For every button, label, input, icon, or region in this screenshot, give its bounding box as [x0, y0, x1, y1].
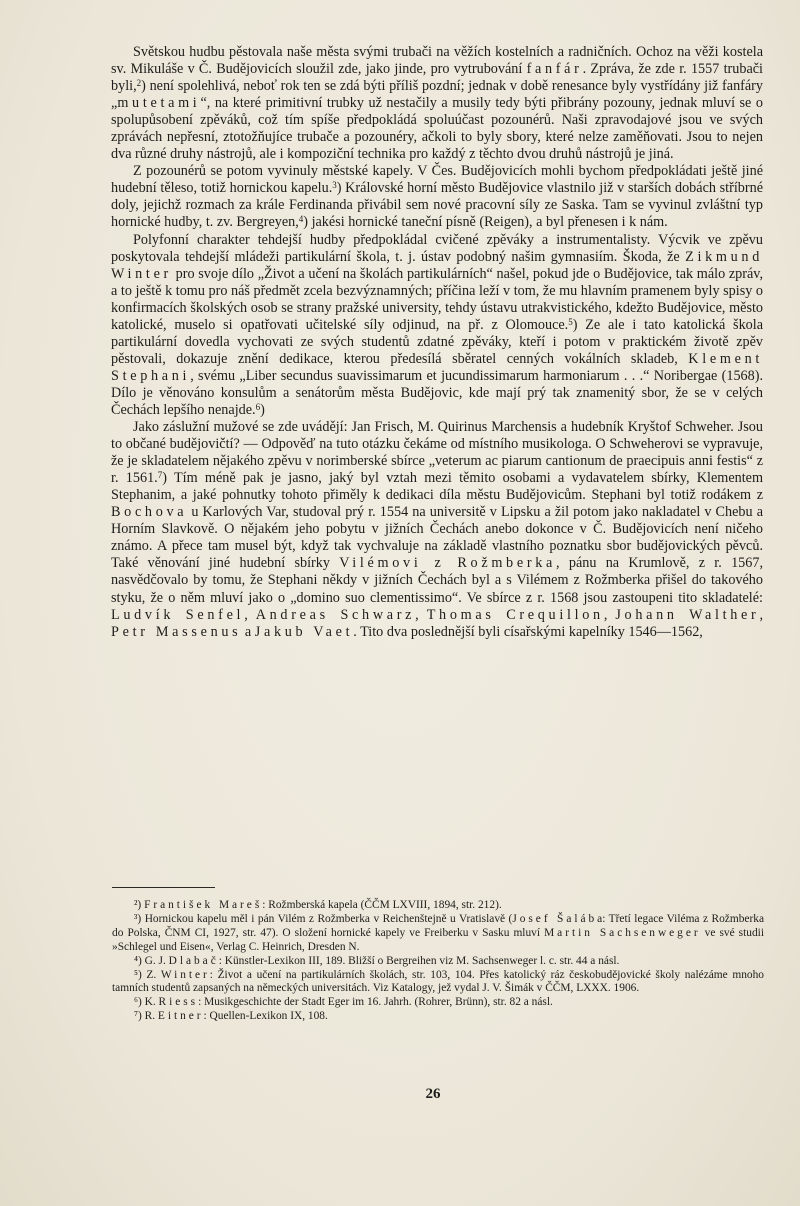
- text-run: ,: [244, 606, 256, 623]
- text-run: ⁶) K.: [134, 996, 159, 1009]
- spaced-name: Vilémovi z Rožmberka: [339, 555, 557, 572]
- text-run: ) jakési hornické taneční písně (Reigen), a byl přenesen i k nám.: [303, 214, 668, 231]
- text-run: Z pozounérů se potom vyvinuly městské kapely. V Čes. Budějovicích mohli bychom předpokládati ještě jiné hudební těleso, totiž hornickou kapelu.: [111, 163, 763, 197]
- text-run: : Quellen-Lexikon IX, 108.: [203, 1010, 328, 1023]
- text-run: ²): [134, 899, 145, 911]
- text-run: pro svoje dílo „Život a učení na školách partikulárních“ našel, pokud jde o Budějovice, tak málo zpráv, a to ještě k tomu pro náš předmět zcela bezvýznamných; příčina leží v tom, že mu hlavním pramenem byly spisy o konfirmacích školských osob se strany pražské university, tehdy ústavu utrakvistického, kdežto Budějovice, město katolické, muselo si opatřovati učitelské síly odjinud, na př. z Olomouce.: [111, 265, 763, 333]
- footnotes: [112, 899, 764, 1024]
- text-run: ³) Hornickou kapelu měl i pán Vilém z Rožmberka v Reichenštejně u Vratislavě (: [134, 912, 513, 925]
- text-run: : Rožmberská kapela (ČČM LXVIII, 1894, str. 212).: [262, 899, 502, 911]
- footnote-6: [112, 996, 764, 1010]
- footnote-ref: 2: [136, 78, 142, 89]
- text-run: Jako záslužní mužové se zde uvádějí: Jan Frisch, M. Quirinus Marchensis a hudebník Kryštof Schweher. Jsou to občané budějovičtí? — Odpověď na tuto otázku čekáme od místního musikologa. O Schweherovi se vypravuje, že je skladatelem nějakého zpěvu v norimberské sbírce „veterum ac piarum cantionum de praecipuis anni festis“ z r. 1561.: [111, 419, 763, 487]
- footnote-ref: 3: [332, 180, 337, 191]
- page-number: 26: [425, 1086, 441, 1102]
- spaced-name: Ludvík Senfel: [111, 606, 245, 623]
- footnote-5: [112, 969, 764, 997]
- spaced-name: Johann Walther: [615, 606, 760, 623]
- text-run: “, na které primitivní trubky už nestačily a musily tedy býti přibrány pozouny, jednak mluví se o spolupůsobení zpěváků, což tím spíše předpokládá spoluúčast pozounérů. Naši zpravodajové jsou ve svých zprávách nepřesní, ztotožňujíce trubače a pozounéry, ačkoli to byly sbory, které nelze zaměňovati. Jsou to nejen dva různé druhy nástrojů, ale i kompoziční technika pro každý z těchto dvou druhů nástrojů je jiná.: [111, 95, 763, 163]
- spaced-name: Dlabač: [168, 954, 219, 967]
- spaced-name: František Mareš: [144, 899, 263, 911]
- footnote-ref: 6: [255, 401, 261, 412]
- text-run: ) Tím méně pak je jasno, jaký byl vztah mezi těmito osobami a vydavatelem sbírky, Klementem Stephanim, a jaké pohnutky tohoto přiměly k dedikaci díla městu Budějovicům. Stephani byl totiž rodákem z: [111, 470, 763, 504]
- spaced-name: mutetami: [117, 95, 201, 112]
- text-run: ⁴) G. J.: [134, 954, 169, 967]
- text-run: ) Ze ale i tato katolická škola partikulární dovedla vychovati ze svých studentů zdatné zpěváky, kteří i potom v praktickém životě zpěv pěstovali, dokazuje znění dedikace, kterou předesílá sběratel cenných vokálních skladeb,: [111, 316, 764, 367]
- spaced-name: Winter: [160, 968, 210, 981]
- text-run: : Musikgeschichte der Stadt Eger im 16. Jahrh. (Rohrer, Brünn), str. 82 a násl.: [198, 996, 553, 1009]
- text-run: ,: [759, 606, 764, 623]
- paragraph-4: [111, 419, 763, 641]
- text-run: a: [241, 623, 255, 640]
- text-run: ⁷) R.: [134, 1010, 158, 1023]
- text-run: , pánu na Krumlově, z r. 1567, nasvědčovalo by tomu, že Stephani někdy v jižních Čechách byl a s Vilémem z Rožmberka přišel do takového styku, že o něm mluví jako o „domino suo clementissimo“. Ve sbírce z r. 1568 jsou zastoupeni tito skladatelé:: [111, 555, 763, 606]
- paragraph-2: [111, 163, 763, 231]
- text-run: ,: [415, 606, 427, 623]
- text-run: a: Třetí legace Viléma z Rožmberka do Polska, ČNM CI, 1927, str. 47). O složení hornické kapely ve Freiberku v Sasku mluví: [112, 912, 765, 939]
- text-run: ): [260, 401, 265, 418]
- text-run: ,: [603, 606, 616, 623]
- spaced-name: Klement Stephani: [111, 350, 763, 384]
- text-run: u Karlových Var, studoval prý r. 1554 na universitě v Lipsku a žil potom jako nakladatel v Chebu a Horním Slavkově. O nějakém jeho pobytu v jižních Čechách anebo dokonce v Č. Budějovicích není ničeho známo. A přece tam musel být, když tak vychvaluje na základě vlastního poznatku sbor budějovických pěvců. Také věnování jiné hudební sbírky: [111, 504, 763, 572]
- paragraph-3: [111, 232, 763, 420]
- text-run: ve své studii »Schlegel und Eisen«, Verlag C. Heinrich, Dresden N.: [112, 926, 765, 953]
- footnote-ref: 5: [568, 316, 573, 327]
- text-run: . Tito dva poslednější byli císařskými kapelníky 1546—1562,: [353, 623, 703, 640]
- text-run: : Künstler-Lexikon III, 189. Bližší o Bergreihen viz M. Sachsenweger l. c. str. 44 a násl.: [218, 954, 620, 967]
- spaced-name: Zikmund Winter: [111, 248, 763, 282]
- body-text: [111, 44, 763, 641]
- spaced-name: Bochova: [111, 504, 188, 521]
- spaced-name: Andreas Schwarz: [255, 606, 416, 623]
- footnote-2: [112, 899, 764, 913]
- text-run: ⁵) Z.: [134, 968, 161, 981]
- text-run: Polyfonní charakter tehdejší hudby předpokládal cvičené zpěváky a instrumentalisty. Výcvik ve zpěvu poskytovala tehdejší mládeži partikulární škola, t. j. ústav podobný našim gymnasiím. Škoda, že: [111, 231, 763, 265]
- spaced-name: Petr Massenus: [111, 623, 242, 640]
- text-run: ) není spolehlivá, neboť rok ten se zdá býti příliš pozdní; jednak v době renesance byly vystřídány již fanfáry „: [111, 78, 763, 112]
- footnote-4: [112, 955, 764, 969]
- text-run: Světskou hudbu pěstovala naše města svými trubači na věžích kostelních a radničních. Ochoz na věži kostela sv. Mikuláše v Č. Budějovicích sloužil zde, jako jinde, pro vytrubování: [111, 44, 763, 78]
- spaced-name: Martin Sachsenweger: [544, 926, 701, 939]
- spaced-name: Josef Šaláb: [512, 912, 598, 925]
- paragraph-1: [111, 44, 763, 163]
- footnote-7: [112, 1010, 764, 1024]
- footnote-3: [112, 913, 764, 955]
- spaced-name: Riess: [158, 996, 199, 1009]
- footnote-divider: [112, 887, 215, 888]
- footnote-ref: 7: [157, 470, 163, 481]
- text-run: : Život a učení na partikulárních školách, str. 103, 104. Přes katolický ráz českobudějovické školy nalézáme mnoho tamních studentů zapsaných na německých universitách. Viz Katalogy, jež vydal J. V. Šimák v ČČM, LXXX. 1906.: [112, 968, 764, 995]
- footnote-ref: 4: [298, 214, 304, 225]
- text-run: . Zpráva, že zde r. 1557 trubači byli,: [111, 61, 763, 95]
- spaced-name: Eitner: [157, 1010, 204, 1023]
- text-run: , svému „Liber secundus suavissimarum et jucundissimarum harmoniarum . . .“ Noribergae (1568). Dílo je věnováno konsulům a senátorům města Budějovic, kde mají prý tak znamenitý sbor, že se v celých Čechách lepšího nenajde.: [111, 367, 763, 418]
- spaced-name: Jakub Vaet: [254, 623, 354, 640]
- spaced-name: fanfár: [526, 61, 583, 78]
- text-run: ) Královské horní město Budějovice vlastnilo již v starších dobách stříbrné doly, jejichž rozmach za krále Ferdinanda přivábil sem nové pracovní síly ze Saska. Tam se vyvinul zvláštní typ hornické hudby, t. zv. Bergreyen,: [111, 180, 763, 231]
- spaced-name: Thomas Crequillon: [426, 606, 604, 623]
